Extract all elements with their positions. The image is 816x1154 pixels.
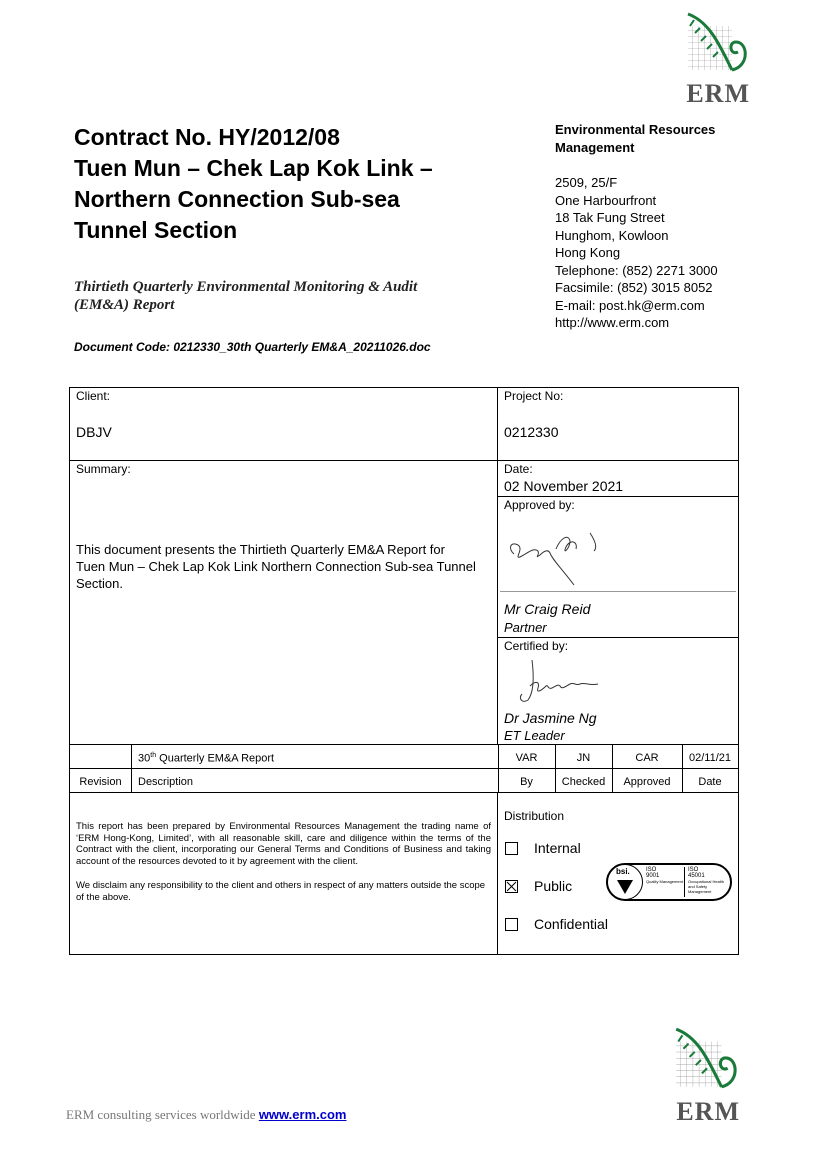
revision-approved: CAR (635, 752, 659, 764)
company-name (555, 121, 755, 157)
project-label: Project No: (504, 389, 564, 403)
approver-name: Mr Craig Reid (504, 601, 591, 617)
kitemark-icon (616, 878, 634, 896)
telephone: Telephone: (852) 2271 3000 (555, 262, 718, 278)
iso-9001-mark: ISO 9001 Quality Management (646, 867, 685, 897)
address-line: Hong Kong (555, 245, 621, 260)
revision-by: VAR (515, 752, 538, 764)
disclaimer-text-2: We disclaim any responsibility to the client and others in respect of any matters outside the scope of the above. (76, 880, 486, 903)
website-link[interactable]: http://www.erm.com (555, 315, 670, 330)
distribution-label: Distribution (504, 809, 565, 823)
header-description: Description (138, 776, 194, 788)
approver-title: Partner (504, 620, 547, 635)
date-label: Date: (504, 462, 533, 476)
company-name-line: Management (555, 140, 635, 155)
check-x-icon (506, 881, 517, 892)
certification-badge (606, 863, 732, 901)
fern-icon (680, 12, 750, 74)
erm-logo-bottom (668, 1026, 740, 1127)
client-cell (69, 387, 498, 461)
date-value: 02 November 2021 (504, 478, 624, 494)
certified-cell (497, 637, 739, 745)
internal-checkbox[interactable] (505, 842, 518, 855)
address-line: 18 Tak Fung Street (555, 210, 665, 225)
client-value: DBJV (76, 424, 112, 440)
date-cell (497, 460, 739, 497)
revision-checked: JN (576, 752, 591, 764)
header-checked: Checked (561, 776, 606, 788)
approver-signature-icon (504, 519, 604, 589)
certifier-title: ET Leader (504, 728, 565, 743)
confidential-checkbox[interactable] (505, 918, 518, 931)
footer-text: ERM consulting services worldwide (66, 1107, 259, 1122)
footer (66, 1107, 346, 1123)
header-by: By (520, 776, 533, 788)
revision-table (69, 744, 739, 793)
address-line: Hunghom, Kowloon (555, 227, 669, 243)
email[interactable]: E-mail: post.hk@erm.com (555, 297, 705, 313)
subtitle-line: (EM&A) Report (74, 297, 175, 313)
approved-cell (497, 496, 739, 638)
fern-icon (668, 1026, 740, 1092)
revision-description: 30th Quarterly EM&A Report (138, 752, 275, 765)
document-title (74, 122, 494, 246)
summary-cell (69, 460, 498, 745)
header-approved: Approved (623, 776, 671, 788)
summary-label: Summary: (76, 462, 131, 476)
document-code: Document Code: 0212330_30th Quarterly EM&A_20211026.doc (74, 340, 431, 354)
logo-text: ERM (676, 1097, 740, 1126)
confidential-label: Confidential (534, 916, 608, 932)
distribution-cell (497, 792, 739, 955)
logo-text: ERM (686, 79, 750, 108)
title-line: Contract No. HY/2012/08 (74, 124, 340, 150)
company-name-line: Environmental Resources (555, 122, 716, 137)
public-label: Public (534, 878, 573, 894)
title-line: Tuen Mun – Chek Lap Kok Link – (74, 155, 433, 181)
subtitle-line: Thirtieth Quarterly Environmental Monitoring & Audit (74, 279, 418, 295)
bsi-text: bsi. (616, 867, 630, 876)
document-subtitle (74, 278, 474, 314)
address-line: One Harbourfront (555, 192, 657, 208)
company-address (555, 174, 718, 332)
certifier-signature-icon (512, 656, 612, 708)
address-line: 2509, 25/F (555, 175, 618, 190)
revision-date: 02/11/21 (688, 752, 731, 764)
summary-text: This document presents the Thirtieth Quarterly EM&A Report for Tuen Mun – Chek Lap Kok Link Northern Connection Sub-sea Tunnel Section. (76, 542, 476, 591)
public-checkbox[interactable] (505, 880, 518, 893)
iso-45001-mark: ISO 45001 Occupational Health and Safety Management (688, 867, 725, 894)
approved-label: Approved by: (504, 498, 575, 512)
facsimile: Facsimile: (852) 3015 8052 (555, 280, 713, 295)
client-label: Client: (76, 389, 111, 403)
certifier-name: Dr Jasmine Ng (504, 710, 597, 726)
erm-logo-top (680, 12, 750, 109)
footer-link[interactable]: www.erm.com (258, 1107, 347, 1122)
title-line: Northern Connection Sub-sea (74, 186, 400, 212)
project-cell (497, 387, 739, 461)
header-date: Date (698, 776, 722, 788)
project-value: 0212330 (504, 424, 559, 440)
bsi-mark (607, 864, 643, 900)
certified-label: Certified by: (504, 639, 569, 653)
signature-line (500, 591, 736, 592)
disclaimer-cell (69, 792, 498, 955)
header-revision: Revision (79, 776, 122, 788)
internal-label: Internal (534, 840, 581, 856)
title-line: Tunnel Section (74, 217, 238, 243)
disclaimer-text: This report has been prepared by Environmental Resources Management the trading name of ‘ERM Hong-Kong, Limited’, with all reasonable skill, care and diligence within the terms of the Contract with the client, incorporating our General Terms and Conditions of Business and taking account of the resources devoted to it by agreement with the client. (76, 821, 491, 867)
